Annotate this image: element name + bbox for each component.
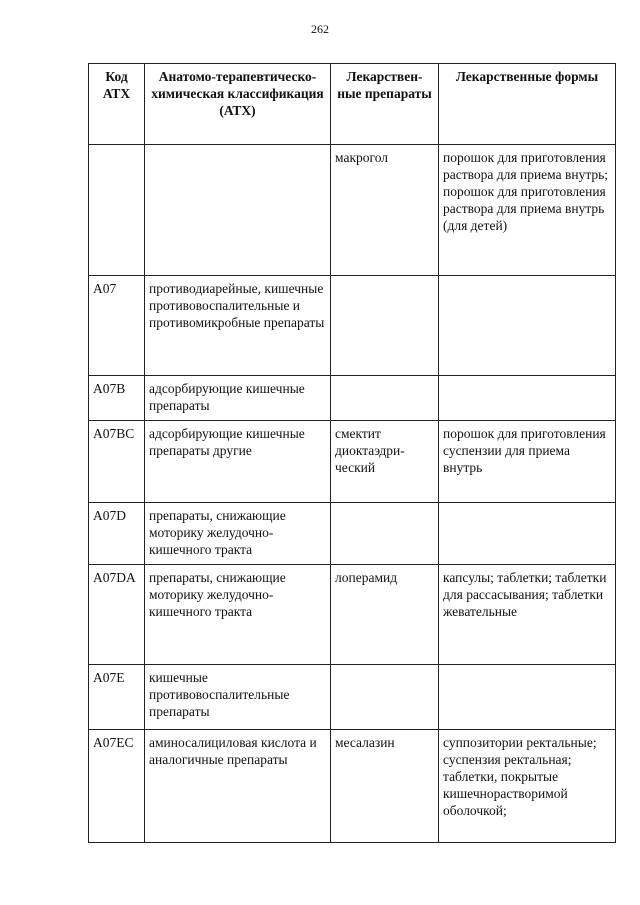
cell-forms bbox=[439, 665, 616, 730]
table-row bbox=[89, 376, 616, 421]
header-code: Код АТХ bbox=[89, 64, 145, 145]
table-row bbox=[89, 145, 616, 276]
table-row bbox=[89, 565, 616, 665]
cell-drug: месалазин bbox=[331, 730, 439, 843]
cell-drug: лоперамид bbox=[331, 565, 439, 665]
table-row bbox=[89, 665, 616, 730]
header-drugs: Лекарствен-ные препараты bbox=[331, 64, 439, 145]
cell-classification: кишечные противовоспалительные препараты bbox=[145, 665, 331, 730]
table-row bbox=[89, 503, 616, 565]
cell-forms bbox=[439, 276, 616, 376]
table-row bbox=[89, 276, 616, 376]
cell-drug bbox=[331, 503, 439, 565]
table-row bbox=[89, 730, 616, 843]
cell-forms bbox=[439, 376, 616, 421]
cell-classification: адсорбирующие кишечные препараты другие bbox=[145, 421, 331, 503]
cell-classification: препараты, снижающие моторику желудочно-кишечного тракта bbox=[145, 565, 331, 665]
cell-drug bbox=[331, 376, 439, 421]
cell-forms: порошок для приготовления суспензии для приема внутрь bbox=[439, 421, 616, 503]
cell-code: A07 bbox=[89, 276, 145, 376]
cell-forms bbox=[439, 503, 616, 565]
cell-drug: смектит диоктаэдри-ческий bbox=[331, 421, 439, 503]
table-row bbox=[89, 421, 616, 503]
cell-forms: порошок для приготовления раствора для приема внутрь; порошок для приготовления раствора для приема внутрь (для детей) bbox=[439, 145, 616, 276]
cell-drug: макрогол bbox=[331, 145, 439, 276]
cell-code: A07BC bbox=[89, 421, 145, 503]
cell-forms: капсулы; таблетки; таблетки для рассасывания; таблетки жевательные bbox=[439, 565, 616, 665]
cell-code bbox=[89, 145, 145, 276]
cell-classification: адсорбирующие кишечные препараты bbox=[145, 376, 331, 421]
header-classification: Анатомо-терапевтическо-химическая классификация (АТХ) bbox=[145, 64, 331, 145]
cell-classification: препараты, снижающие моторику желудочно-кишечного тракта bbox=[145, 503, 331, 565]
cell-forms: суппозитории ректальные; суспензия ректальная; таблетки, покрытые кишечнорастворимой оболочкой; bbox=[439, 730, 616, 843]
page-number: 262 bbox=[311, 22, 329, 36]
cell-code: A07DA bbox=[89, 565, 145, 665]
cell-drug bbox=[331, 665, 439, 730]
cell-classification: противодиарейные, кишечные противовоспалительные и противомикробные препараты bbox=[145, 276, 331, 376]
cell-code: A07D bbox=[89, 503, 145, 565]
atc-table bbox=[88, 63, 616, 843]
cell-drug bbox=[331, 276, 439, 376]
cell-code: A07B bbox=[89, 376, 145, 421]
cell-code: A07E bbox=[89, 665, 145, 730]
header-forms: Лекарственные формы bbox=[439, 64, 616, 145]
cell-classification: аминосалициловая кислота и аналогичные препараты bbox=[145, 730, 331, 843]
header-row bbox=[89, 64, 616, 145]
cell-code: A07EC bbox=[89, 730, 145, 843]
cell-classification bbox=[145, 145, 331, 276]
